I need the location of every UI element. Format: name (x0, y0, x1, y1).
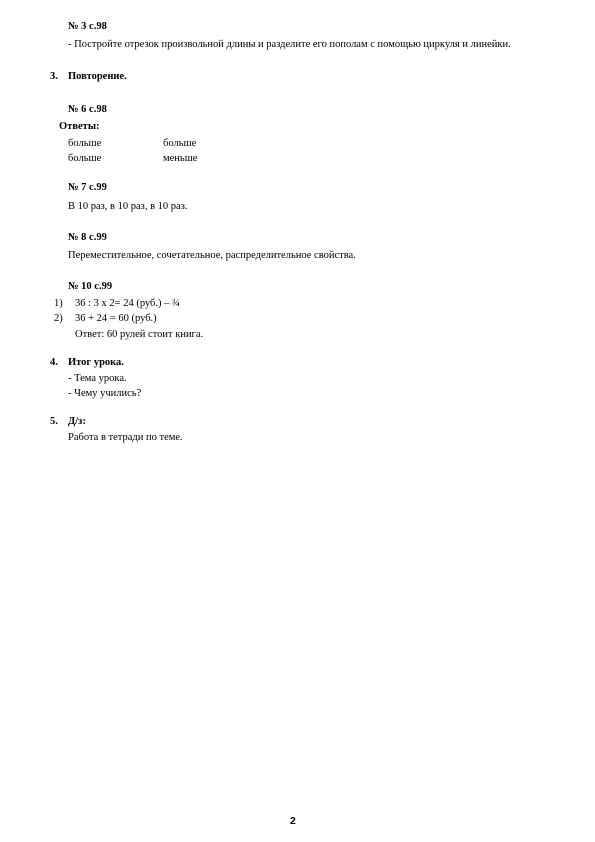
section-number: 5. (50, 416, 58, 427)
task-heading: № 10 с.99 (68, 281, 113, 292)
page-number: 2 (290, 815, 296, 827)
section-title: Д/з: (68, 416, 86, 427)
task-text: Переместительное, сочетательное, распределительное свойства. (68, 250, 356, 261)
task-heading: № 3 с.98 (68, 21, 107, 32)
task-text: - Постройте отрезок произвольной длины и разделите его пополам с помощью циркуля и линейки. (68, 39, 511, 50)
task-heading: № 6 с.98 (68, 104, 107, 115)
answer-cell: больше (163, 138, 197, 149)
section-number: 4. (50, 357, 58, 368)
answer-cell: меньше (163, 153, 198, 164)
section-number: 3. (50, 71, 58, 82)
step-marker: 2) (54, 313, 63, 324)
step-marker: 1) (54, 298, 63, 309)
list-item: - Тема урока. (68, 373, 127, 384)
step-text: 36 : 3 х 2= 24 (руб.) – ¾ (75, 298, 180, 309)
answer-cell: больше (68, 138, 102, 149)
answer-cell: больше (68, 153, 102, 164)
task-answer: Ответ: 60 рулей стоит книга. (75, 329, 204, 340)
section-title: Повторение. (68, 71, 127, 82)
task-heading: № 8 с.99 (68, 232, 107, 243)
task-text: В 10 раз, в 10 раз, в 10 раз. (68, 201, 188, 212)
list-item: - Чему учились? (68, 388, 142, 399)
homework-text: Работа в тетради по теме. (68, 432, 183, 443)
section-title: Итог урока. (68, 357, 124, 368)
answers-label: Ответы: (59, 121, 100, 132)
step-text: 36 + 24 = 60 (руб.) (75, 313, 157, 324)
task-heading: № 7 с.99 (68, 182, 107, 193)
